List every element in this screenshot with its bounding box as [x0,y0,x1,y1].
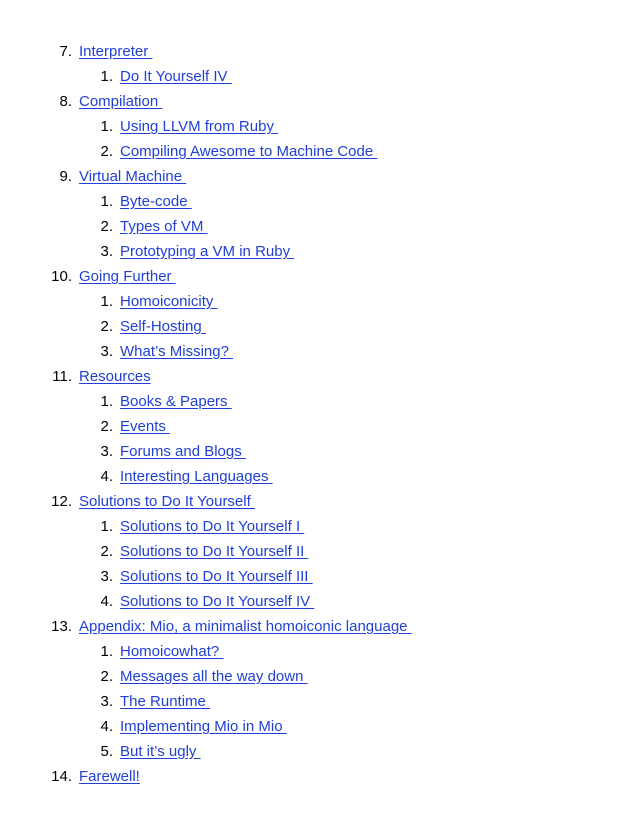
toc-subsection [0,639,638,664]
toc-subsection [0,239,638,264]
toc-section-link[interactable]: Appendix: Mio, a minimalist homoiconic language [79,618,412,635]
toc-section-number: 13. [51,618,72,635]
toc-subsection [0,739,638,764]
toc-subsection-number: 1. [100,193,113,210]
toc-section-number: 14. [51,768,72,785]
toc-section [0,264,638,289]
toc-subsection [0,114,638,139]
toc-subsection [0,139,638,164]
toc-subsection-link[interactable]: Events [120,418,171,435]
toc-subsection-number: 1. [100,68,113,85]
toc-section-number: 11. [52,368,72,385]
toc-subsection [0,414,638,439]
toc-subsection-link[interactable]: Interesting Languages [120,468,273,485]
toc-subsection-link[interactable]: Solutions to Do It Yourself IV [120,593,315,610]
toc-subsection [0,189,638,214]
toc-subsection-link[interactable]: Types of VM [120,218,208,235]
toc-subsection-link[interactable]: Implementing Mio in Mio [120,718,287,735]
toc-section [0,164,638,189]
toc-subsection-number: 1. [100,518,113,535]
toc-subsection-link[interactable]: The Runtime [120,693,211,710]
table-of-contents [0,39,638,789]
toc-subsection-link[interactable]: Books & Papers [120,393,232,410]
toc-section [0,89,638,114]
toc-section-link[interactable]: Virtual Machine [79,168,187,185]
toc-subsection-number: 1. [100,393,113,410]
toc-section-number: 10. [51,268,72,285]
toc-section-link[interactable]: Interpreter [79,43,153,60]
toc-subsection-link[interactable]: Using LLVM from Ruby [120,118,279,135]
toc-subsection-number: 2. [100,218,113,235]
toc-subsection-number: 3. [100,443,113,460]
toc-subsection-number: 4. [100,718,113,735]
toc-subsection [0,389,638,414]
toc-section-number: 8. [59,93,72,110]
toc-subsection-link[interactable]: Forums and Blogs [120,443,246,460]
toc-subsection-link[interactable]: Homoiconicity [120,293,218,310]
toc-subsection [0,339,638,364]
toc-section-link[interactable]: Compilation [79,93,163,110]
toc-subsection-number: 1. [100,293,113,310]
toc-subsection-number: 1. [100,118,113,135]
toc-subsection-number: 2. [100,318,113,335]
toc-subsection-link[interactable]: Solutions to Do It Yourself II [120,543,309,560]
toc-subsection-number: 2. [100,543,113,560]
toc-subsection-number: 5. [100,743,113,760]
toc-subsection-link[interactable]: But it’s ugly [120,743,201,760]
toc-section [0,39,638,64]
toc-subsection [0,289,638,314]
toc-subsection [0,714,638,739]
toc-section [0,489,638,514]
toc-section-number: 7. [59,43,72,60]
toc-subsection [0,464,638,489]
toc-section-number: 9. [59,168,72,185]
toc-subsection-link[interactable]: Messages all the way down [120,668,308,685]
toc-section-link[interactable]: Farewell! [79,768,140,785]
toc-section-link[interactable]: Resources [79,368,151,385]
toc-subsection-link[interactable]: What’s Missing? [120,343,234,360]
toc-subsection-number: 4. [100,468,113,485]
toc-subsection-link[interactable]: Homoicowhat? [120,643,224,660]
toc-subsection [0,64,638,89]
toc-subsection [0,589,638,614]
toc-subsection-number: 2. [100,668,113,685]
toc-subsection-link[interactable]: Solutions to Do It Yourself III [120,568,313,585]
toc-section-link[interactable]: Solutions to Do It Yourself [79,493,255,510]
toc-subsection-link[interactable]: Self-Hosting [120,318,206,335]
toc-subsection-number: 3. [100,243,113,260]
toc-section [0,614,638,639]
toc-subsection-link[interactable]: Prototyping a VM in Ruby [120,243,295,260]
toc-subsection-link[interactable]: Byte-code [120,193,192,210]
toc-subsection [0,539,638,564]
toc-subsection-link[interactable]: Do It Yourself IV [120,68,232,85]
toc-section [0,764,638,789]
toc-section-link[interactable]: Going Further [79,268,176,285]
toc-subsection-link[interactable]: Solutions to Do It Yourself I [120,518,305,535]
toc-subsection-number: 4. [100,593,113,610]
toc-section [0,364,638,389]
toc-subsection [0,689,638,714]
toc-subsection-number: 1. [100,643,113,660]
toc-subsection-number: 2. [100,143,113,160]
toc-subsection [0,314,638,339]
toc-subsection [0,439,638,464]
toc-subsection [0,514,638,539]
toc-subsection-number: 2. [100,418,113,435]
toc-subsection-number: 3. [100,568,113,585]
toc-subsection [0,564,638,589]
toc-subsection-link[interactable]: Compiling Awesome to Machine Code [120,143,378,160]
toc-subsection [0,664,638,689]
toc-subsection [0,214,638,239]
toc-subsection-number: 3. [100,693,113,710]
toc-subsection-number: 3. [100,343,113,360]
toc-section-number: 12. [51,493,72,510]
